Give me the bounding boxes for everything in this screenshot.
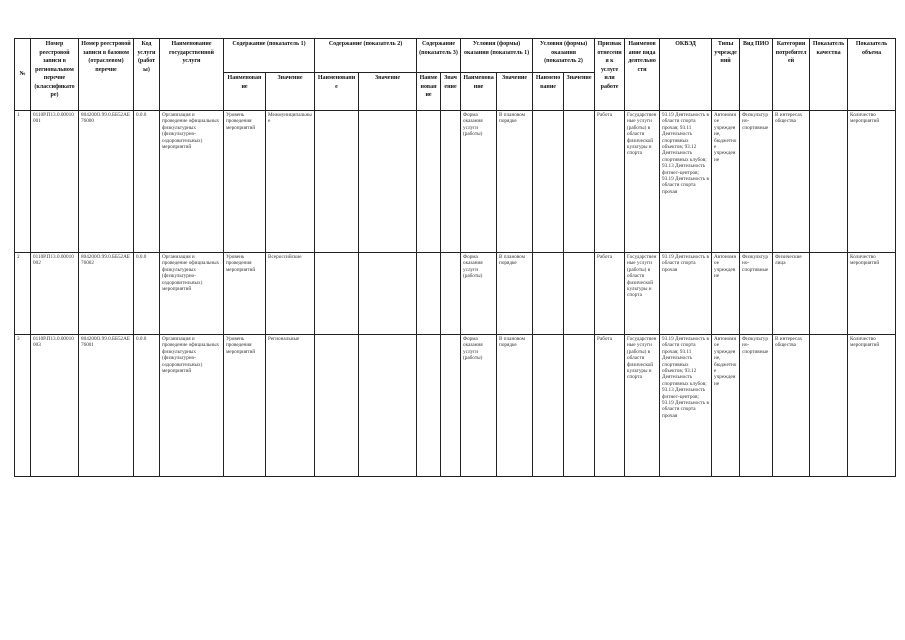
col-content-2-header: Содержание (показатель 2) <box>315 39 417 73</box>
content-2-value-header: Значение <box>359 73 417 111</box>
cell-content-3-value <box>441 111 461 253</box>
cell-consumer-types: Автономное учреждение, бюджетное учреждение <box>712 335 740 477</box>
cell-conditions-2-value <box>564 335 595 477</box>
col-conditions-2-header: Условия (формы) оказания (показатель 2) <box>533 39 595 73</box>
cell-conditions-1-value: В плановом порядке <box>497 111 533 253</box>
cell-consumer-types: Автономное учреждение, бюджетное учреждение <box>712 111 740 253</box>
col-consumer-category-header: Категории потребителей <box>773 39 810 111</box>
content-1-value-header: Значение <box>266 73 315 111</box>
cell-quality-indicators <box>810 335 848 477</box>
col-sign-paid-header: Признак отнесения к услуге или работе <box>595 39 625 111</box>
content-3-name-header: Наименование <box>417 73 441 111</box>
registry-table <box>14 38 896 477</box>
cell-conditions-2-value <box>564 253 595 335</box>
cell-content-2-value <box>359 335 417 477</box>
cell-okved: 93.19 Деятельность в области спорта прочая; 93.11 Деятельность спортивных объектов; 93.12 Деятельность спортивных клубов; 93.13 Деятельность фитнес-центров; 93.19 Деятельность в области спорта прочая <box>660 335 712 477</box>
cell-content-3-name <box>417 111 441 253</box>
cell-content-2-value <box>359 111 417 253</box>
conditions-2-value-header: Значение <box>564 73 595 111</box>
cell-volume-indicators: Количество мероприятий <box>848 253 896 335</box>
cell-conditions-2-value <box>564 111 595 253</box>
col-num-header: № <box>15 39 31 111</box>
cell-content-2-value <box>359 253 417 335</box>
cell-content-2-name <box>315 253 359 335</box>
table-row <box>15 111 896 253</box>
conditions-1-name-header: Наименование <box>461 73 497 111</box>
cell-content-2-name <box>315 111 359 253</box>
cell-consumer-category: В интересах общества <box>773 335 810 477</box>
cell-institution-type: Физкультурно-спортивные <box>740 335 773 477</box>
cell-conditions-2-name <box>533 111 564 253</box>
cell-content-1-value: Межмуниципальные <box>266 111 315 253</box>
content-3-value-header: Значение <box>441 73 461 111</box>
cell-sign-paid: Работа <box>595 111 625 253</box>
col-okved-header: ОКВЭД <box>660 39 712 111</box>
cell-conditions-1-value: В плановом порядке <box>497 335 533 477</box>
cell-consumer-category: Физические лица <box>773 253 810 335</box>
cell-conditions-1-name: Форма оказания услуги (работы) <box>461 253 497 335</box>
cell-service-code: 0.0.0 <box>134 253 160 335</box>
cell-institution-type: Физкультурно-спортивные <box>740 111 773 253</box>
cell-content-1-name: Уровень проведения мероприятий <box>224 335 266 477</box>
cell-okved: 93.19 Деятельность в области спорта прочая; 93.11 Деятельность спортивных объектов; 93.12 Деятельность спортивных клубов; 93.13 Деятельность фитнес-центров; 93.19 Деятельность в области спорта прочая <box>660 111 712 253</box>
cell-basic-registry: 804200О.99.0.ББ52АЕ76001 <box>79 335 134 477</box>
col-consumer-types-header: Типы учреждений <box>712 39 740 111</box>
cell-basic-registry: 804200О.99.0.ББ52АЕ76002 <box>79 253 134 335</box>
cell-num: 2 <box>15 253 31 335</box>
col-quality-indicators-header: Показатель качества <box>810 39 848 111</box>
cell-content-1-value: Региональные <box>266 335 315 477</box>
cell-conditions-1-name: Форма оказания услуги (работы) <box>461 335 497 477</box>
cell-institution-type: Физкультурно-спортивные <box>740 253 773 335</box>
content-1-name-header: Наименование <box>224 73 266 111</box>
cell-service-name: Организация и проведение официальных физкультурных (физкультурно-оздоровительных) мероприятий <box>160 111 224 253</box>
cell-content-3-name <box>417 253 441 335</box>
cell-activity-type: Государственные услуги (работы) в области физической культуры и спорта <box>625 335 660 477</box>
col-service-name-header: Наименование государственной услуги <box>160 39 224 111</box>
cell-consumer-category: В интересах общества <box>773 111 810 253</box>
cell-volume-indicators: Количество мероприятий <box>848 335 896 477</box>
cell-service-code: 0.0.0 <box>134 335 160 477</box>
cell-registry-number: 0110Р.П13.0.00010003 <box>31 335 79 477</box>
cell-activity-type: Государственные услуги (работы) в области физической культуры и спорта <box>625 253 660 335</box>
cell-sign-paid: Работа <box>595 253 625 335</box>
cell-service-name: Организация и проведение официальных физкультурных (физкультурно-оздоровительных) мероприятий <box>160 335 224 477</box>
content-2-name-header: Наименование <box>315 73 359 111</box>
cell-consumer-types: Автономное учреждение <box>712 253 740 335</box>
table-row <box>15 335 896 477</box>
cell-conditions-1-name: Форма оказания услуги (работы) <box>461 111 497 253</box>
cell-quality-indicators <box>810 253 848 335</box>
cell-conditions-2-name <box>533 335 564 477</box>
col-institution-type-header: Вид ПИО <box>740 39 773 111</box>
cell-content-1-name: Уровень проведения мероприятий <box>224 253 266 335</box>
cell-service-code: 0.0.0 <box>134 111 160 253</box>
col-volume-indicators-header: Показатель объема <box>848 39 896 111</box>
col-basic-registry-header: Номер реестровой записи в базовом (отраслевом) перечне <box>79 39 134 111</box>
cell-content-3-name <box>417 335 441 477</box>
conditions-1-value-header: Значение <box>497 73 533 111</box>
col-registry-number-header: Номер реестровой записи в региональном перечне (классификаторе) <box>31 39 79 111</box>
col-conditions-1-header: Условия (формы) оказания (показатель 1) <box>461 39 533 73</box>
cell-okved: 93.19 Деятельность в области спорта прочая <box>660 253 712 335</box>
cell-conditions-2-name <box>533 253 564 335</box>
col-service-code-header: Код услуги (работы) <box>134 39 160 111</box>
table-row <box>15 253 896 335</box>
cell-num: 1 <box>15 111 31 253</box>
conditions-2-name-header: Наименование <box>533 73 564 111</box>
col-content-1-header: Содержание (показатель 1) <box>224 39 315 73</box>
cell-registry-number: 0110Р.П13.0.00010001 <box>31 111 79 253</box>
cell-service-name: Организация и проведение официальных физкультурных (физкультурно-оздоровительных) мероприятий <box>160 253 224 335</box>
cell-content-3-value <box>441 253 461 335</box>
cell-num: 3 <box>15 335 31 477</box>
cell-volume-indicators: Количество мероприятий <box>848 111 896 253</box>
col-content-3-header: Содержание (показатель 3) <box>417 39 461 73</box>
cell-content-1-name: Уровень проведения мероприятий <box>224 111 266 253</box>
cell-quality-indicators <box>810 111 848 253</box>
cell-sign-paid: Работа <box>595 335 625 477</box>
cell-content-3-value <box>441 335 461 477</box>
cell-conditions-1-value: В плановом порядке <box>497 253 533 335</box>
cell-content-2-name <box>315 335 359 477</box>
cell-content-1-value: Всероссийские <box>266 253 315 335</box>
cell-activity-type: Государственные услуги (работы) в области физической культуры и спорта <box>625 111 660 253</box>
cell-registry-number: 0110Р.П13.0.00010002 <box>31 253 79 335</box>
col-activity-type-header: Наименование вида деятельности <box>625 39 660 111</box>
cell-basic-registry: 804200О.99.0.ББ52АЕ76000 <box>79 111 134 253</box>
